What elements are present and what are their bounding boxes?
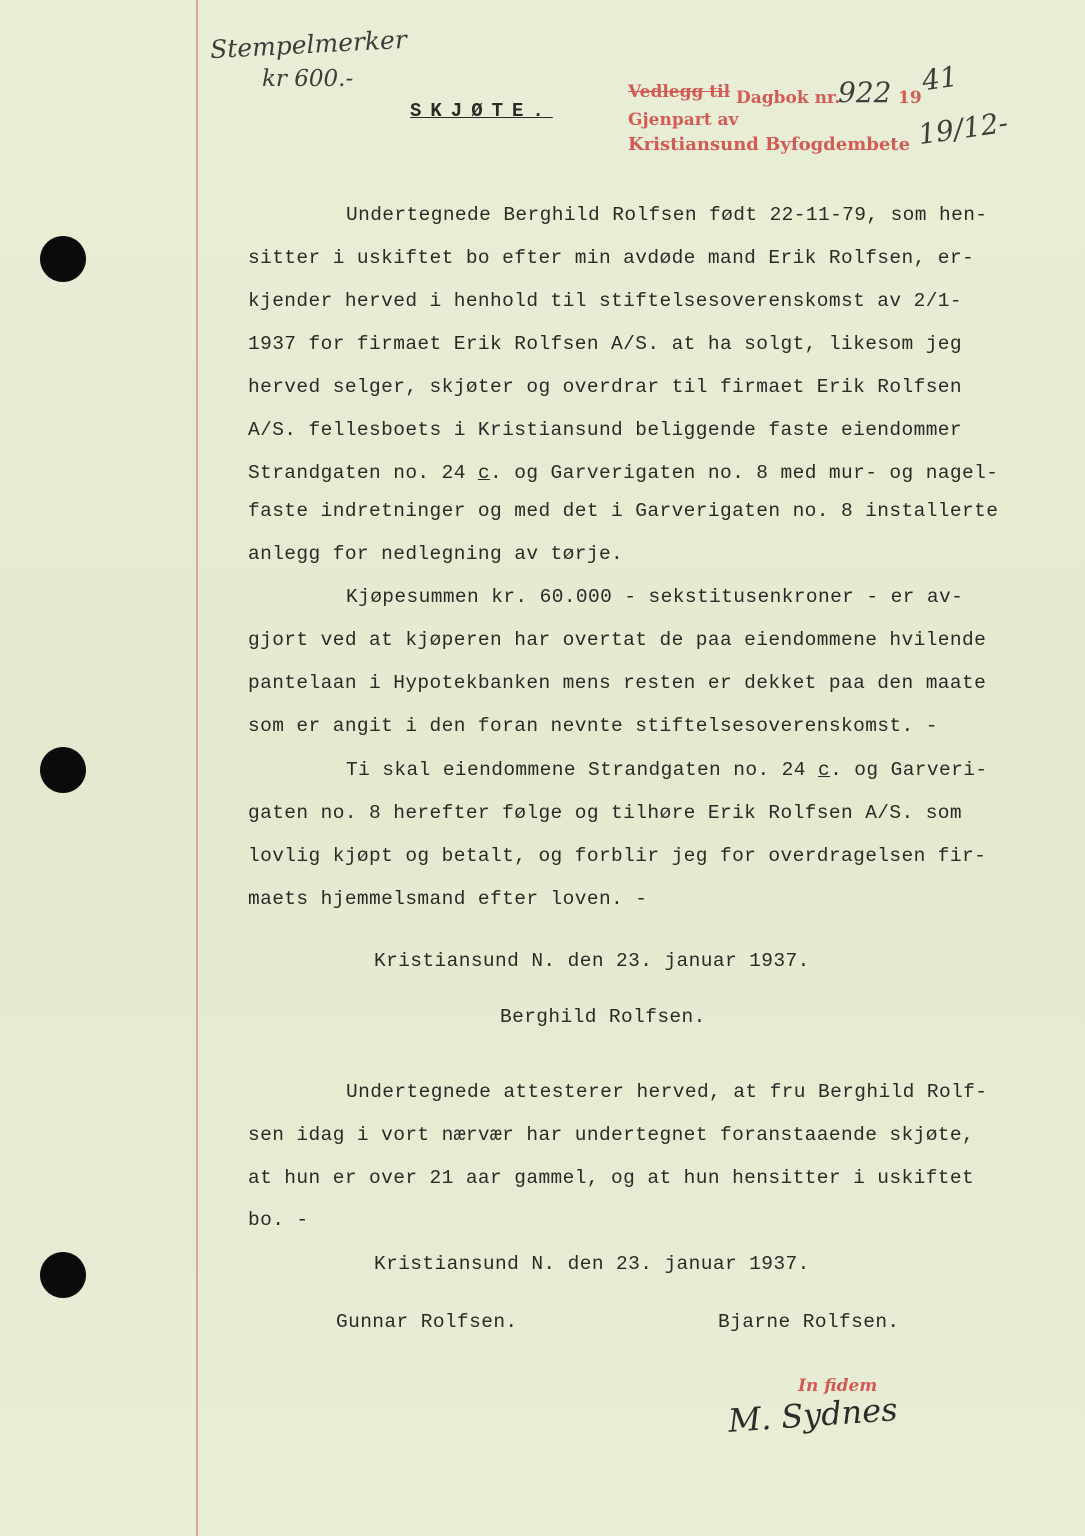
- deed-text: Strandgaten no. 24: [248, 462, 478, 484]
- attestation-date: Kristiansund N. den 23. januar 1937.: [374, 1253, 810, 1275]
- deed-line: Kjøpesummen kr. 60.000 - sekstitusenkroner - er av-: [346, 586, 964, 608]
- deed-line: kjender herved i henhold til stiftelsesoverenskomst av 2/1-: [248, 290, 963, 312]
- deed-line: gjort ved at kjøperen har overtat de paa eiendommene hvilende: [248, 629, 987, 651]
- in-fidem-stamp: In fidem: [798, 1376, 878, 1396]
- deed-line: sitter i uskiftet bo efter min avdøde mand Erik Rolfsen, er-: [248, 247, 975, 269]
- punch-hole-bottom: [40, 1252, 86, 1298]
- deed-line: [248, 462, 998, 484]
- deed-line: Undertegnede Berghild Rolfsen født 22-11-79, som hen-: [346, 204, 988, 226]
- stamp-dagbok-number: 922: [838, 76, 892, 109]
- attestation-line: bo. -: [248, 1209, 309, 1231]
- deed-text-underlined: c: [477, 462, 491, 484]
- handwritten-stamp-duty-label: Stempelmerker: [209, 24, 408, 65]
- deed-text: . og Garverigaten no. 8 med mur- og nagel-: [490, 462, 999, 484]
- deed-line: faste indretninger og med det i Garverigaten no. 8 installerte: [248, 500, 999, 522]
- handwritten-stamp-duty-amount: kr 600.-: [262, 66, 354, 92]
- deed-line: herved selger, skjøter og overdrar til firmaet Erik Rolfsen: [248, 376, 963, 398]
- stamp-date-handwritten: 19/12-: [916, 105, 1011, 152]
- deed-date: Kristiansund N. den 23. januar 1937.: [374, 950, 810, 972]
- deed-line: A/S. fellesboets i Kristiansund beliggende faste eiendommer: [248, 419, 963, 441]
- stamp-struck-line: Vedlegg til: [628, 82, 731, 102]
- margin-rule: [196, 0, 198, 1536]
- attestation-line: sen idag i vort nærvær har undertegnet foranstaaende skjøte,: [248, 1124, 975, 1146]
- deed-line: pantelaan i Hypotekbanken mens resten er dekket paa den maate: [248, 672, 987, 694]
- deed-line: maets hjemmelsmand efter loven. -: [248, 888, 648, 910]
- stamp-dagbok-label: Dagbok nr.: [736, 88, 841, 108]
- document-title: SKJØTE.: [410, 100, 553, 122]
- deed-line: [346, 759, 987, 781]
- deed-text-underlined: c: [817, 759, 831, 781]
- certifying-signature: M. Sydnes: [726, 1390, 899, 1440]
- stamp-copy-label: Gjenpart av: [628, 110, 739, 130]
- stamp-year-prefix: 19: [898, 88, 922, 108]
- deed-text: . og Garveri-: [830, 759, 988, 781]
- deed-line: anlegg for nedlegning av tørje.: [248, 543, 624, 565]
- punch-hole-top: [40, 236, 86, 282]
- deed-line: som er angit i den foran nevnte stiftelsesoverenskomst. -: [248, 715, 938, 737]
- deed-text: Ti skal eiendommene Strandgaten no. 24: [346, 759, 818, 781]
- deed-line: 1937 for firmaet Erik Rolfsen A/S. at ha solgt, likesom jeg: [248, 333, 963, 355]
- punch-hole-middle: [40, 747, 86, 793]
- stamp-office-name: Kristiansund Byfogdembete: [628, 134, 911, 155]
- stamp-year-handwritten: 41: [919, 59, 960, 98]
- witness-2-name: Bjarne Rolfsen.: [718, 1311, 900, 1333]
- attestation-line: at hun er over 21 aar gammel, og at hun hensitter i uskiftet: [248, 1167, 975, 1189]
- attestation-line: Undertegnede attesterer herved, at fru Berghild Rolf-: [346, 1081, 988, 1103]
- seller-signature-name: Berghild Rolfsen.: [500, 1006, 706, 1028]
- deed-line: lovlig kjøpt og betalt, og forblir jeg for overdragelsen fir-: [248, 845, 987, 867]
- deed-line: gaten no. 8 herefter følge og tilhøre Erik Rolfsen A/S. som: [248, 802, 963, 824]
- witness-1-name: Gunnar Rolfsen.: [336, 1311, 518, 1333]
